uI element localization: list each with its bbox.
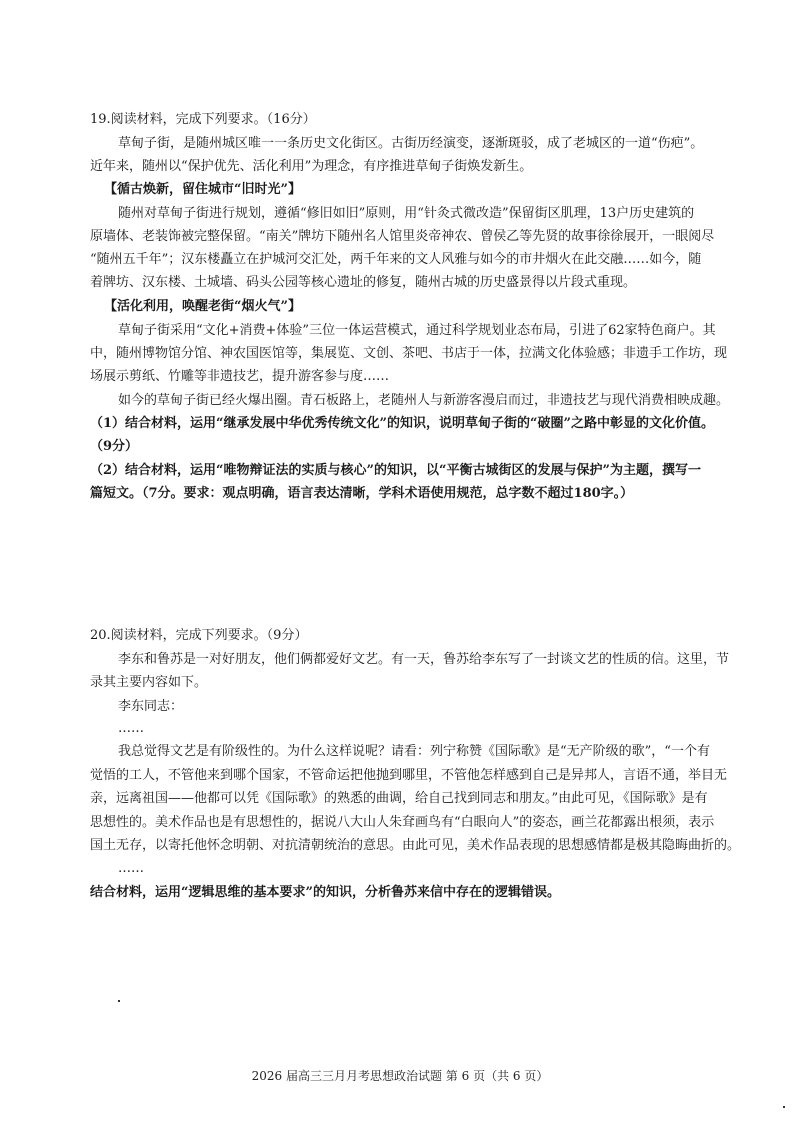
q19-para3-line3: 场展示剪纸、竹雕等非遗技艺，提升游客参与度…… — [90, 369, 390, 384]
q19-para2-line4: 着牌坊、汉东楼、土城墙、码头公园等核心遗址的修复，随州古城的历史盛景得以片段式重现。 — [90, 275, 637, 290]
q19-para3-line2: 中，随州博物馆分馆、神农国医馆等，集展览、文创、茶吧、书店于一体，拉满文化体验感；非遗手工作坊，现 — [90, 346, 728, 361]
q20-title: 20.阅读材料，完成下列要求。（9分） — [90, 628, 308, 643]
q20-letter-line5: 国土无存，以寄托他怀念明朝、对抗清朝统治的意思。由此可见，美术作品表现的思想感情都是极其隐晦曲折的。 — [90, 838, 740, 853]
q19-para2-line2: 原墙体、老装饰被完整保留。“南关”牌坊下随州名人馆里炎帝神农、曾侯乙等先贤的故事徐徐展开，一眼阅尽 — [90, 229, 715, 244]
q19-requirement1-line2: （9分） — [90, 439, 139, 454]
page-footer: 2026 届高三三月月考思想政治试题 第 6 页（共 6 页） — [251, 1069, 549, 1083]
q20-letter-line4: 思想性的。美术作品也是有思想性的，据说八大山人朱耷画鸟有“白眼向人”的姿态，画兰花都露出根须，表示 — [90, 815, 715, 830]
q19-para2-line3: “随州五千年”；汉东楼矗立在护城河交汇处，两千年来的文人风雅与如今的市井烟火在此交融……如今，随 — [90, 252, 702, 267]
q20-letter-line2: 觉悟的工人，不管他来到哪个国家，不管命运把他抛到哪里，不管他怎样感到自己是异邦人，言语不通，举目无 — [90, 768, 728, 783]
q20-requirement: 结合材料，运用“逻辑思维的基本要求”的知识，分析鲁苏来信中存在的逻辑错误。 — [90, 885, 560, 900]
q20-ellipsis-top: …… — [118, 721, 144, 736]
q19-para1-line1: 草甸子街，是随州城区唯一一条历史文化街区。古街历经演变，逐渐斑驳，成了老城区的一道“伤疤”。 — [118, 136, 704, 151]
scan-speck — [783, 1106, 785, 1108]
q20-letter-greeting: 李东同志： — [118, 699, 184, 714]
scan-speck — [118, 1000, 120, 1002]
q19-requirement2-line1: （2）结合材料，运用“唯物辩证法的实质与核心”的知识，以“平衡古城街区的发展与保护”为主题，撰写一 — [90, 463, 701, 478]
q19-heading1: 【循古焕新，留住城市“旧时光”】 — [104, 182, 301, 197]
q19-requirement2-line2: 篇短文。（7分。要求：观点明确，语言表达清晰，学科术语使用规范，总字数不超过180字。） — [90, 486, 634, 501]
q19-heading2: 【活化利用，唤醒老街“烟火气”】 — [104, 299, 301, 314]
q19-para2-line1: 随州对草甸子街进行规划，遵循“修旧如旧”原则，用“针灸式微改造”保留街区肌理，13户历史建筑的 — [118, 206, 695, 221]
q19-para4: 如今的草甸子街已经火爆出圈。青石板路上，老随州人与新游客漫启而过，非遗技艺与现代消费相映成趣。 — [118, 393, 730, 408]
q19-para3-line1: 草甸子街采用“文化+消费+体验”三位一体运营模式，通过科学规划业态布局，引进了62家特色商户。其 — [118, 323, 716, 338]
q20-para1-line2: 录其主要内容如下。 — [90, 675, 208, 690]
q20-letter-line1: 我总觉得文艺是有阶级性的。为什么这样说呢？请看：列宁称赞《国际歌》是“无产阶级的歌”，“一个有 — [118, 744, 710, 759]
q20-ellipsis-bottom: …… — [118, 861, 144, 876]
q20-para1-line1: 李东和鲁苏是一对好朋友，他们俩都爱好文艺。有一天，鲁苏给李东写了一封谈文艺的性质的信。这里，节 — [118, 652, 730, 667]
q19-para1-line2: 近年来，随州以“保护优先、活化利用”为理念，有序推进草甸子街焕发新生。 — [90, 159, 533, 174]
q20-letter-line3: 亲，远离祖国——他都可以凭《国际歌》的熟悉的曲调，给自己找到同志和朋友。”由此可见，《国际歌》是有 — [90, 791, 708, 806]
q19-requirement1-line1: （1）结合材料，运用“继承发展中华优秀传统文化”的知识，说明草甸子街的“破圈”之路中彰显的文化价值。 — [90, 416, 714, 431]
q19-title: 19.阅读材料，完成下列要求。（16分） — [90, 112, 316, 127]
